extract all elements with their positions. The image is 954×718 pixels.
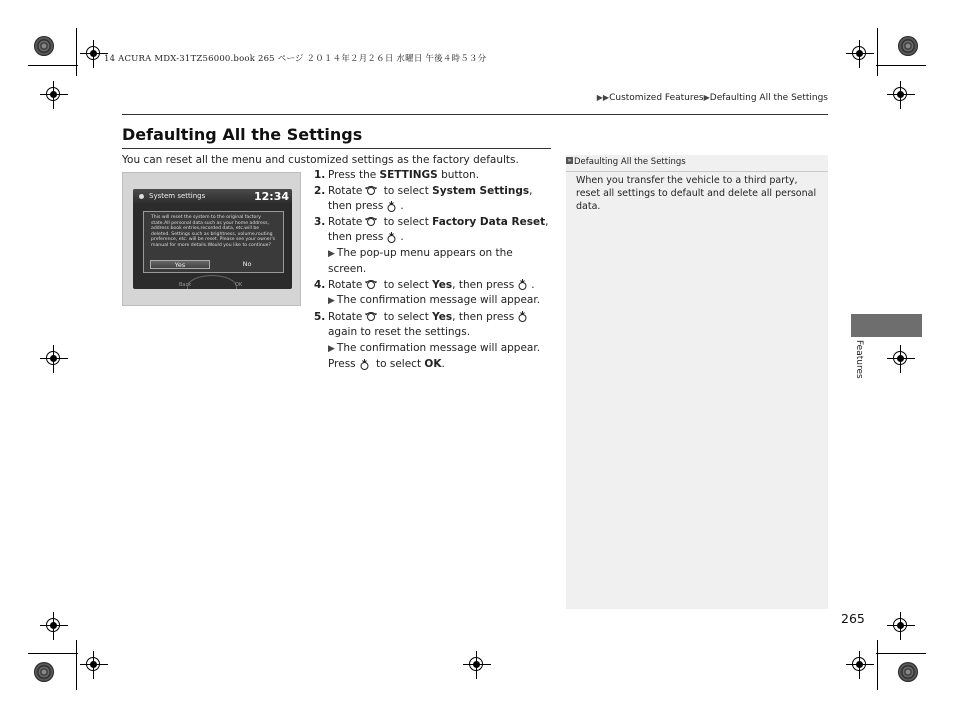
- step-number: 5.: [314, 310, 326, 323]
- step-text: to select: [380, 310, 433, 323]
- side-note-body: When you transfer the vehicle to a third party, reset all settings to default and delete all personal data.: [576, 175, 817, 212]
- breadcrumb-item[interactable]: Customized Features: [609, 93, 704, 103]
- chapter-label-text: Features: [854, 340, 864, 379]
- rotate-knob-icon: [365, 279, 377, 290]
- crop-mark-icon: [40, 612, 68, 640]
- crop-line: [76, 28, 77, 76]
- step-bold: Factory Data Reset: [432, 215, 546, 228]
- registration-rosette-icon: [898, 36, 918, 56]
- step-1: [314, 168, 554, 184]
- crop-line: [877, 28, 878, 76]
- breadcrumb-marker-icon: ▶▶: [596, 93, 610, 102]
- step-note: [314, 293, 554, 310]
- page-title: Defaulting All the Settings: [122, 125, 363, 144]
- crop-line: [876, 653, 926, 654]
- crop-mark-icon: [887, 612, 915, 640]
- step-text: Rotate: [328, 310, 363, 323]
- screen-footer: [133, 276, 292, 289]
- crop-line: [28, 65, 78, 66]
- chapter-tab[interactable]: [851, 314, 922, 337]
- step-text: button.: [437, 169, 480, 181]
- step-text: , then press: [452, 278, 515, 291]
- step-3: 3. Rotate to select Factory Data Reset, then press .: [314, 215, 549, 243]
- step-note: ▶ The confirmation message will appear. Press to select OK.: [328, 341, 541, 370]
- result-arrow-icon: ▶: [328, 296, 335, 306]
- screen-title: System settings: [149, 192, 206, 200]
- breadcrumb-separator-icon: ▶: [703, 93, 710, 102]
- registration-rosette-icon: [898, 662, 918, 682]
- step-4: 4. Rotate to select Yes, then press .: [314, 278, 554, 294]
- crop-line: [76, 640, 77, 690]
- dialog-message: This will reset the system to the original factory state.All personal data such as your home address, address book entries,recorded data, etc.will be deleted. Settings such as brightness, volume,routing preference, etc. will be reset. Please see your owner's manual for more details.Would you like to continue?: [151, 215, 276, 248]
- system-settings-screenshot: [122, 172, 301, 306]
- crop-mark-icon: [80, 651, 108, 679]
- step-number: 1.: [314, 169, 326, 181]
- note-text: The confirmation message will appear.: [336, 294, 541, 306]
- note-text: to select: [372, 358, 425, 370]
- press-knob-icon: [386, 201, 397, 212]
- registration-rosette-icon: [34, 662, 54, 682]
- intro-text: You can reset all the menu and customized settings as the factory defaults.: [122, 154, 519, 166]
- step-text: to select: [380, 278, 433, 291]
- side-note-title: Defaulting All the Settings: [574, 157, 686, 167]
- step-number: 2.: [314, 184, 326, 197]
- step-text: Rotate: [328, 278, 363, 291]
- side-note-heading: [566, 155, 828, 172]
- step-number: 3.: [314, 215, 326, 228]
- result-arrow-icon: ▶: [328, 343, 335, 354]
- page-number: 265: [841, 611, 865, 626]
- crop-mark-icon: [846, 651, 874, 679]
- crop-mark-icon: [463, 651, 491, 679]
- breadcrumb-item[interactable]: Defaulting All the Settings: [709, 93, 828, 103]
- step-text: , then press: [328, 215, 549, 243]
- footer-back-label: Back: [179, 282, 192, 288]
- step-bold: SETTINGS: [379, 169, 438, 181]
- display-screen: [133, 189, 292, 289]
- rotate-knob-icon: [365, 216, 377, 227]
- crop-mark-icon: [887, 345, 915, 373]
- crop-line: [877, 640, 878, 690]
- step-text: Press the: [328, 169, 380, 181]
- screen-clock: 12:34: [253, 190, 289, 203]
- step-text: Rotate: [328, 215, 363, 228]
- crop-line: [876, 65, 926, 66]
- step-bold: System Settings: [432, 184, 530, 197]
- note-text: The confirmation message will appear.: [336, 341, 541, 354]
- print-header: 14 ACURA MDX-31TZ56000.book 265 ページ ２０１４年２月２６日 水曜日 午後４時５３分: [104, 54, 487, 64]
- side-note-panel: [566, 155, 828, 609]
- crop-mark-icon: [40, 345, 68, 373]
- note-text: The pop-up menu appears on the screen.: [328, 246, 513, 275]
- breadcrumb: [597, 93, 828, 103]
- step-text: to select: [380, 184, 433, 197]
- step-bold: Yes: [432, 310, 453, 323]
- step-text: again to reset the settings.: [328, 326, 471, 338]
- settings-bullet-icon: [139, 194, 144, 199]
- step-number: 4.: [314, 278, 326, 291]
- press-knob-icon: [386, 232, 397, 243]
- crop-mark-icon: [846, 40, 874, 68]
- press-knob-icon: [517, 311, 528, 322]
- chapter-tab-label: [840, 340, 870, 400]
- reset-dialog: [143, 211, 284, 273]
- note-bold: OK: [424, 358, 442, 370]
- step-text: , then press: [328, 184, 533, 212]
- step-bold: Yes: [432, 278, 453, 291]
- result-arrow-icon: ▶: [328, 248, 335, 259]
- note-marker-icon: »: [567, 157, 572, 164]
- press-knob-icon: [517, 279, 528, 290]
- press-knob-icon: [359, 359, 370, 370]
- crop-line: [28, 653, 78, 654]
- step-text: , then press: [452, 310, 515, 323]
- rotate-knob-icon: [365, 185, 377, 196]
- step-text: Rotate: [328, 184, 363, 197]
- step-text: to select: [380, 215, 433, 228]
- dialog-yes-button[interactable]: Yes: [150, 260, 210, 269]
- crop-mark-icon: [40, 81, 68, 109]
- header-rule: [122, 114, 828, 115]
- step-5: [314, 310, 554, 341]
- rotate-knob-icon: [365, 311, 377, 322]
- steps-list: [314, 168, 554, 373]
- crop-mark-icon: [887, 81, 915, 109]
- step-2: 2. Rotate to select System Settings, then press .: [314, 184, 533, 212]
- footer-ok-label: OK: [235, 282, 243, 288]
- note-text: Press: [328, 358, 356, 370]
- step-note: [314, 246, 554, 278]
- title-rule: [122, 148, 551, 149]
- dialog-no-button[interactable]: No: [242, 260, 252, 268]
- registration-rosette-icon: [34, 36, 54, 56]
